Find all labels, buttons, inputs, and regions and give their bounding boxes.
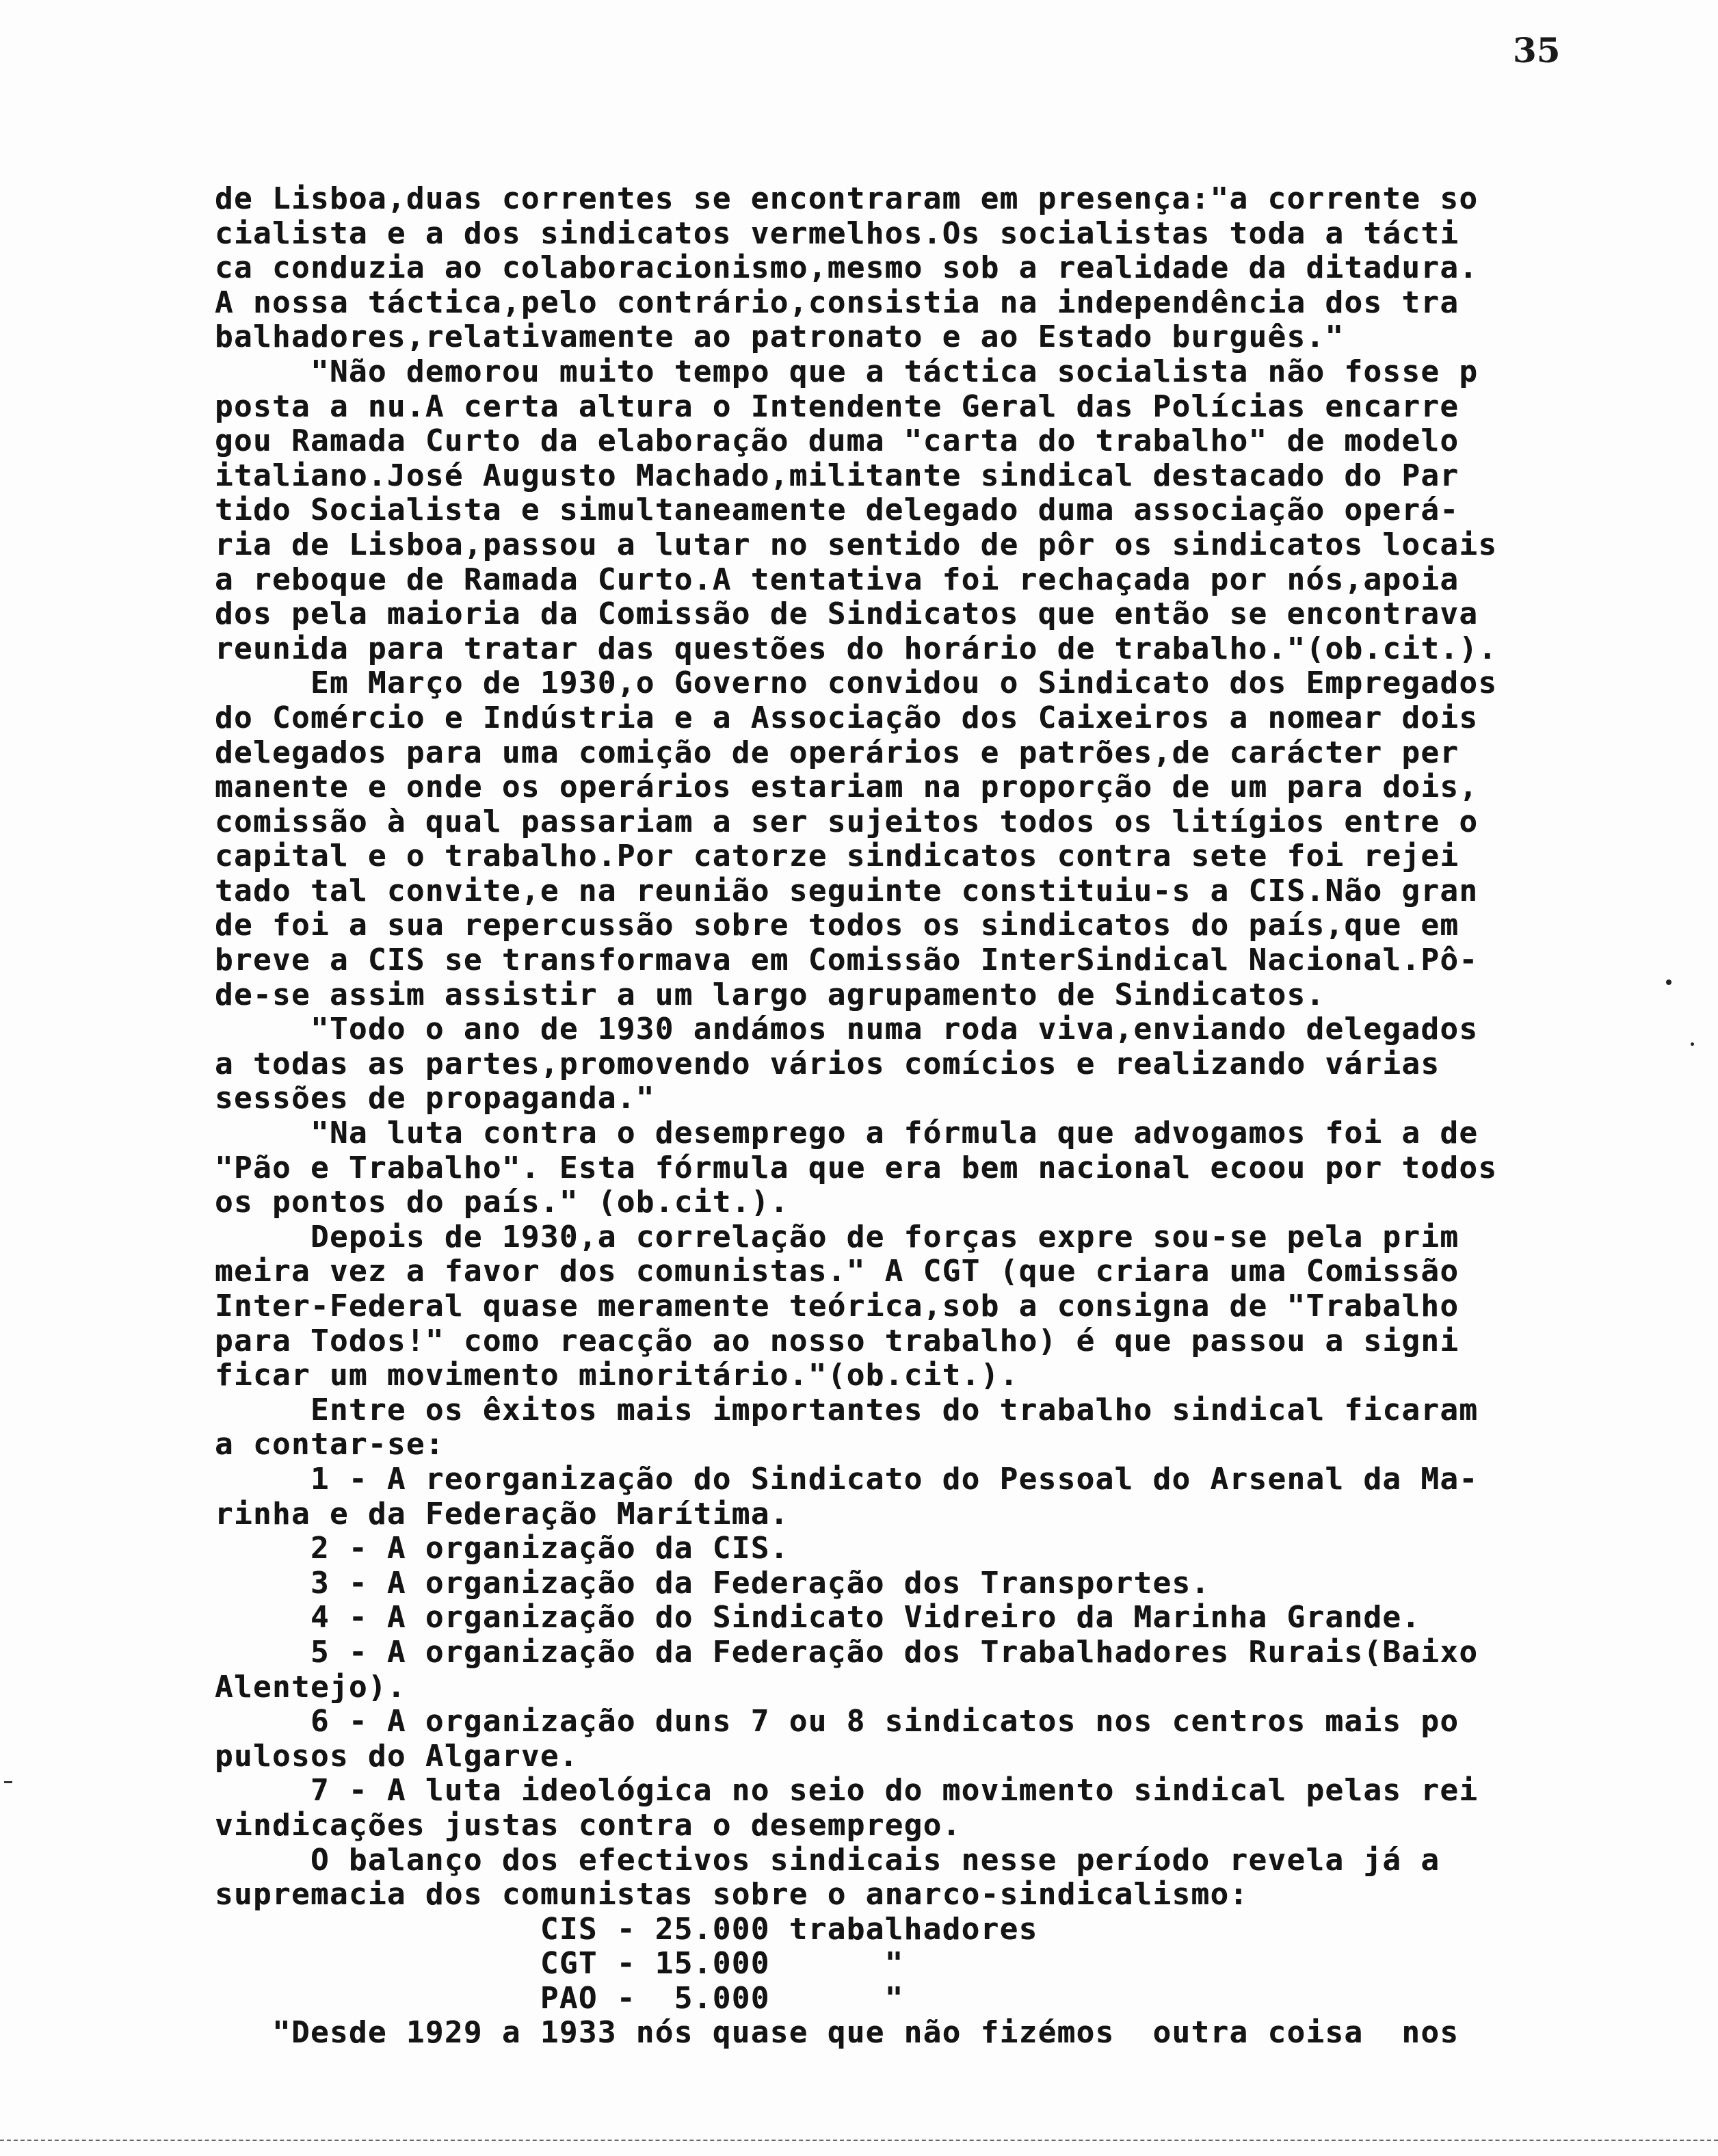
text-line: 7 - A luta ideológica no seio do movimento sindical pelas rei xyxy=(215,1773,1479,1809)
text-line: 4 - A organização do Sindicato Vidreiro da Marinha Grande. xyxy=(215,1600,1421,1635)
text-line: tado tal convite,e na reunião seguinte constituiu-s a CIS.Não gran xyxy=(215,873,1479,908)
text-line: 5 - A organização da Federação dos Trabalhadores Rurais(Baixo xyxy=(215,1634,1479,1670)
text-line: para Todos!" como reacção ao nosso trabalho) é que passou a signi xyxy=(215,1323,1459,1358)
union-membership-totals xyxy=(215,1912,1617,2016)
text-line: tido Socialista e simultaneamente delegado duma associação operá- xyxy=(215,492,1459,528)
text-line: gou Ramada Curto da elaboração duma "carta do trabalho" de modelo xyxy=(215,423,1459,459)
text-line: "Todo o ano de 1930 andámos numa roda viva,enviando delegados xyxy=(215,1012,1479,1047)
text-line: O balanço dos efectivos sindicais nesse período revela já a xyxy=(215,1842,1440,1878)
text-line: meira vez a favor dos comunistas." A CGT (que criara uma Comissão xyxy=(215,1254,1459,1289)
text-line: os pontos do país." (ob.cit.). xyxy=(215,1185,789,1220)
text-line: sessões de propaganda." xyxy=(215,1081,655,1116)
text-line: "Na luta contra o desemprego a fórmula que advogamos foi a de xyxy=(215,1116,1479,1151)
totals-line-pao: PAO - 5.000 " xyxy=(215,1980,904,2016)
text-line: Alentejo). xyxy=(215,1669,406,1705)
text-line: cialista e a dos sindicatos vermelhos.Os socialistas toda a tácti xyxy=(215,215,1459,251)
page-bottom-edge xyxy=(0,2140,1718,2144)
text-line: Em Março de 1930,o Governo convidou o Sindicato dos Empregados xyxy=(215,666,1498,701)
text-line: vindicações justas contra o desemprego. xyxy=(215,1807,962,1843)
text-line: delegados para uma comição de operários e patrões,de carácter per xyxy=(215,735,1459,770)
text-line: balhadores,relativamente ao patronato e ao Estado burguês." xyxy=(215,319,1345,355)
text-line: Entre os êxitos mais importantes do trabalho sindical ficaram xyxy=(215,1392,1479,1428)
text-line: italiano.José Augusto Machado,militante sindical destacado do Par xyxy=(215,458,1459,493)
page-number: 35 xyxy=(1513,30,1561,70)
text-line: de Lisboa,duas correntes se encontraram em presença:"a corrente so xyxy=(215,181,1479,216)
text-line: pulosos do Algarve. xyxy=(215,1738,579,1774)
text-line: do Comércio e Indústria e a Associação dos Caixeiros a nomear dois xyxy=(215,700,1479,735)
text-line: 3 - A organização da Federação dos Transportes. xyxy=(215,1565,1211,1601)
text-line: manente e onde os operários estariam na proporção de um para dois, xyxy=(215,770,1479,805)
final-quote-line: "Desde 1929 a 1933 nós quase que não fizémos outra coisa nos xyxy=(215,2015,1459,2051)
margin-mark xyxy=(4,1781,12,1783)
text-line: de-se assim assistir a um largo agrupamento de Sindicatos. xyxy=(215,977,1325,1012)
typewritten-body xyxy=(215,182,1617,2051)
text-line: posta a nu.A certa altura o Intendente Geral das Polícias encarre xyxy=(215,389,1459,424)
text-line: comissão à qual passariam a ser sujeitos todos os litígios entre o xyxy=(215,804,1479,839)
text-line: A nossa táctica,pelo contrário,consistia na independência dos tra xyxy=(215,285,1459,320)
text-line: ca conduzia ao colaboracionismo,mesmo sob a realidade da ditadura. xyxy=(215,250,1479,286)
text-line: supremacia dos comunistas sobre o anarco-sindicalismo: xyxy=(215,1877,1249,1912)
totals-line-cgt: CGT - 15.000 " xyxy=(215,1946,904,1982)
text-line: 1 - A reorganização do Sindicato do Pessoal do Arsenal da Ma- xyxy=(215,1461,1479,1497)
ink-speck xyxy=(1691,1042,1694,1046)
text-line: 2 - A organização da CIS. xyxy=(215,1531,789,1566)
text-line: capital e o trabalho.Por catorze sindicatos contra sete foi rejei xyxy=(215,839,1459,874)
text-line: Inter-Federal quase meramente teórica,sob a consigna de "Trabalho xyxy=(215,1289,1459,1324)
text-line: dos pela maioria da Comissão de Sindicatos que então se encontrava xyxy=(215,596,1479,632)
text-line: a reboque de Ramada Curto.A tentativa foi rechaçada por nós,apoia xyxy=(215,562,1459,597)
text-line: "Pão e Trabalho". Esta fórmula que era bem nacional ecoou por todos xyxy=(215,1150,1498,1185)
text-line: rinha e da Federação Marítima. xyxy=(215,1496,789,1531)
text-line: 6 - A organização duns 7 ou 8 sindicatos nos centros mais po xyxy=(215,1704,1459,1739)
text-line: a todas as partes,promovendo vários comícios e realizando várias xyxy=(215,1046,1440,1081)
text-line: a contar-se: xyxy=(215,1427,445,1462)
totals-line-cis: CIS - 25.000 trabalhadores xyxy=(215,1911,1038,1947)
text-line: ria de Lisboa,passou a lutar no sentido de pôr os sindicatos locais xyxy=(215,527,1498,562)
text-line: reunida para tratar das questões do horário de trabalho."(ob.cit.). xyxy=(215,631,1498,666)
text-line: ficar um movimento minoritário."(ob.cit.). xyxy=(215,1358,1019,1393)
text-line: Depois de 1930,a correlação de forças expre sou-se pela prim xyxy=(215,1219,1459,1254)
ink-speck xyxy=(1666,980,1671,985)
text-line: "Não demorou muito tempo que a táctica socialista não fosse p xyxy=(215,354,1479,389)
text-line: breve a CIS se transformava em Comissão InterSindical Nacional.Pô- xyxy=(215,943,1479,978)
text-line: de foi a sua repercussão sobre todos os sindicatos do país,que em xyxy=(215,908,1459,943)
